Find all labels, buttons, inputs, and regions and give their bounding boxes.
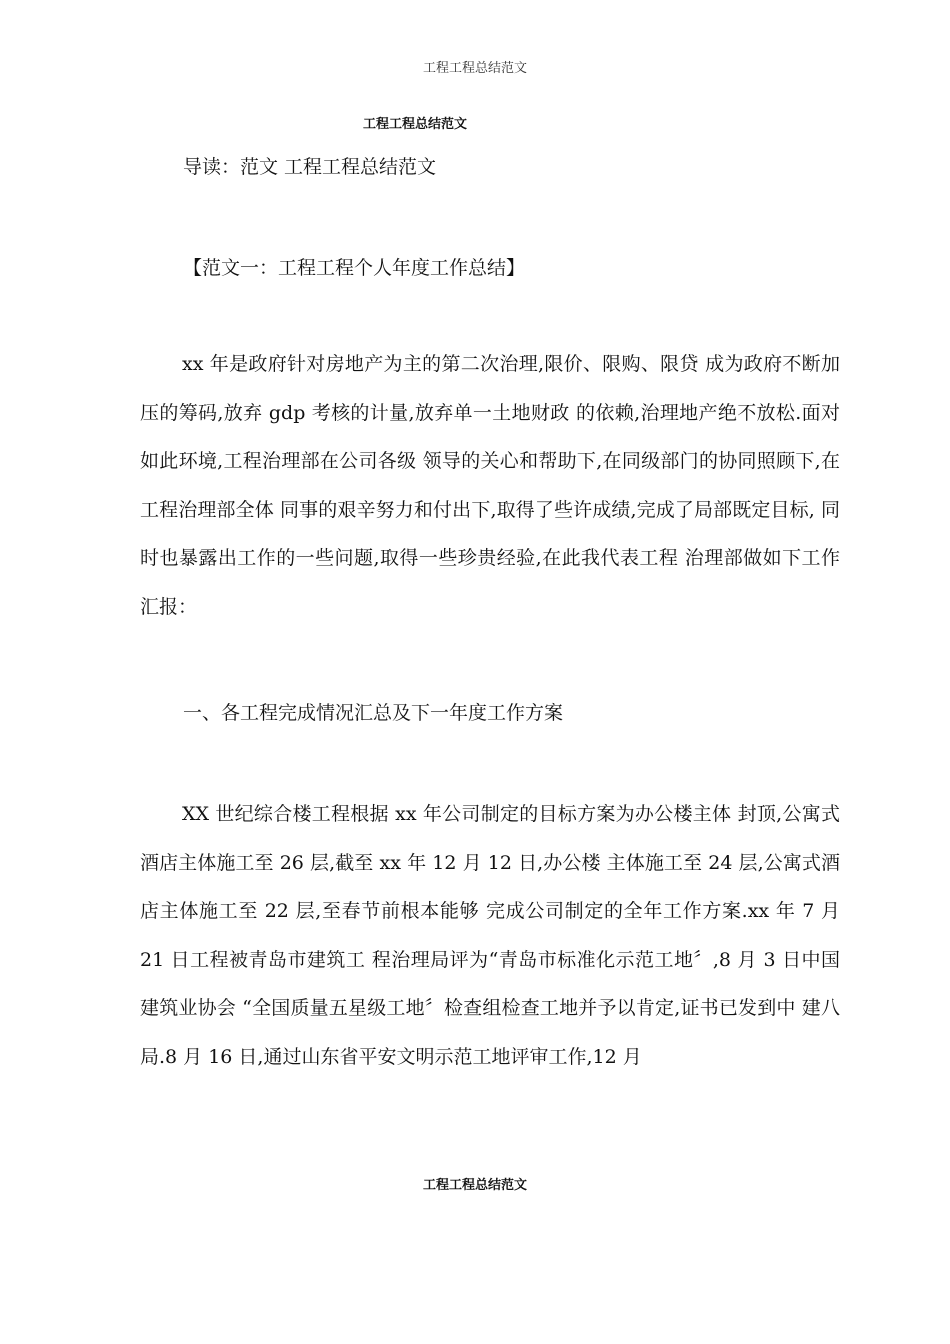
page-header: 工程工程总结范文 [422,61,527,76]
page-footer: 工程工程总结范文 [422,1178,527,1193]
paragraph-1: xx 年是政府针对房地产为主的第二次治理,限价、限购、限贷 成为政府不断加压的筹码,放弃 gdp 考核的计量,放弃单一土地财政 的依赖,治理地产绝不放松.面对如此环境,工程治理部在公司各级 领导的关心和帮助下,在同级部门的协同照顾下,在工程治理部全体 同事的艰辛努力和付出下,取得了些许成绩,完成了局部既定目标, 同时也暴露出工作的一些问题,取得一些珍贵经验,在此我代表工程 治理部做如下工作汇报： [140,353,840,618]
heading-1: 一、各工程完成情况汇总及下一年度工作方案 [183,702,564,724]
intro-line: 导读：范文 工程工程总结范文 [183,156,437,178]
section-title: 【范文一：工程工程个人年度工作总结】 [183,257,526,279]
paragraph-2: XX 世纪综合楼工程根据 xx 年公司制定的目标方案为办公楼主体 封顶,公寓式酒店主体施工至 26 层,截至 xx 年 12 月 12 日,办公楼 主体施工至 24 层,公寓式酒店主体施工至 22 层,至春节前根本能够 完成公司制定的全年工作方案.xx 年 7 月 21 日工程被青岛市建筑工 程治理局评为“青岛市标准化示范工地〞,8 月 3 日中国建筑业协会 “全国质量五星级工地〞检查组检查工地并予以肯定,证书已发到中 建八局.8 月 16 日,通过山东省平安文明示范工地评审工作,12 月 [140,803,840,1068]
document-title: 工程工程总结范文 [362,117,467,132]
